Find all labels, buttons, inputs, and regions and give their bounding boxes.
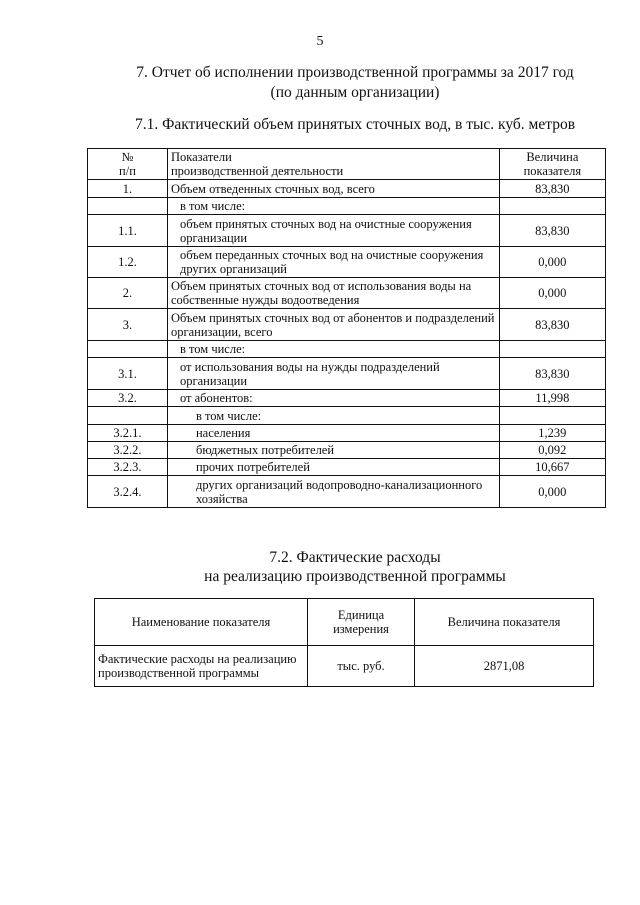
section-7-2-title bbox=[110, 548, 600, 586]
row-value: 2871,08 bbox=[415, 646, 594, 687]
row-name: Объем принятых сточных вод от использования воды на собственные нужды водоотведения bbox=[167, 278, 499, 309]
row-value: 83,830 bbox=[499, 180, 605, 198]
row-name: в том числе: bbox=[167, 407, 499, 425]
row-value: 0,000 bbox=[499, 247, 605, 278]
table-header-row bbox=[88, 149, 606, 180]
header-name-line2: производственной деятельности bbox=[170, 164, 344, 178]
row-name: населения bbox=[167, 425, 499, 442]
table-row bbox=[88, 476, 606, 508]
row-name: других организаций водопроводно-канализационного хозяйства bbox=[167, 476, 499, 508]
header-value-line2: показателя bbox=[523, 164, 582, 178]
table-row bbox=[88, 278, 606, 309]
header-num-line2: п/п bbox=[119, 164, 136, 178]
row-name: объем переданных сточных вод на очистные сооружения других организаций bbox=[167, 247, 499, 278]
row-name: в том числе: bbox=[167, 341, 499, 358]
row-num: 3.2.3. bbox=[88, 459, 168, 476]
row-num bbox=[88, 407, 168, 425]
row-name: прочих потребителей bbox=[167, 459, 499, 476]
row-value: 83,830 bbox=[499, 215, 605, 247]
row-name: бюджетных потребителей bbox=[167, 442, 499, 459]
row-name: в том числе: bbox=[167, 198, 499, 215]
header-unit bbox=[308, 599, 415, 646]
row-num: 1.2. bbox=[88, 247, 168, 278]
row-value: 83,830 bbox=[499, 358, 605, 390]
row-num bbox=[88, 341, 168, 358]
row-name: Фактические расходы на реализацию производственной программы bbox=[95, 646, 308, 687]
expenses-table bbox=[94, 598, 594, 687]
row-name: от использования воды на нужды подразделений организации bbox=[167, 358, 499, 390]
row-num bbox=[88, 198, 168, 215]
header-unit-line2: измерения bbox=[333, 622, 389, 636]
row-num: 3.2.2. bbox=[88, 442, 168, 459]
header-name bbox=[167, 149, 499, 180]
row-value bbox=[499, 341, 605, 358]
table-row bbox=[88, 341, 606, 358]
row-num: 3.2.4. bbox=[88, 476, 168, 508]
header-num-line1: № bbox=[121, 150, 134, 164]
table-row bbox=[95, 646, 594, 687]
row-num: 3.2.1. bbox=[88, 425, 168, 442]
row-num: 3. bbox=[88, 309, 168, 341]
section-7-2-title-line2: на реализацию производственной программы bbox=[204, 568, 506, 585]
header-value bbox=[499, 149, 605, 180]
section-7-title bbox=[110, 63, 600, 103]
header-num bbox=[88, 149, 168, 180]
row-name: Объем отведенных сточных вод, всего bbox=[167, 180, 499, 198]
table-row bbox=[88, 215, 606, 247]
row-value: 0,000 bbox=[499, 476, 605, 508]
header-name-line1: Показатели bbox=[170, 150, 232, 164]
section-7-title-line1: 7. Отчет об исполнении производственной программы за 2017 год bbox=[136, 64, 574, 81]
row-num: 2. bbox=[88, 278, 168, 309]
row-value: 0,092 bbox=[499, 442, 605, 459]
table-row bbox=[88, 309, 606, 341]
table-row bbox=[88, 425, 606, 442]
table-row bbox=[88, 247, 606, 278]
table-row bbox=[88, 442, 606, 459]
row-unit: тыс. руб. bbox=[308, 646, 415, 687]
row-name: Объем принятых сточных вод от абонентов и подразделений организации, всего bbox=[167, 309, 499, 341]
table-row bbox=[88, 459, 606, 476]
wastewater-volume-table bbox=[87, 148, 606, 508]
row-num: 3.1. bbox=[88, 358, 168, 390]
row-value: 83,830 bbox=[499, 309, 605, 341]
table-row bbox=[88, 390, 606, 407]
row-name: объем принятых сточных вод на очистные сооружения организации bbox=[167, 215, 499, 247]
row-num: 1. bbox=[88, 180, 168, 198]
table-row bbox=[88, 198, 606, 215]
header-value-line1: Величина bbox=[526, 150, 579, 164]
page-number: 5 bbox=[316, 34, 324, 49]
header-unit-line1: Единица bbox=[337, 608, 385, 622]
row-value: 10,667 bbox=[499, 459, 605, 476]
header-name: Наименование показателя bbox=[95, 599, 308, 646]
row-num: 1.1. bbox=[88, 215, 168, 247]
row-value: 1,239 bbox=[499, 425, 605, 442]
section-7-2-title-line1: 7.2. Фактические расходы bbox=[269, 549, 441, 566]
row-name: от абонентов: bbox=[167, 390, 499, 407]
table-row bbox=[88, 358, 606, 390]
section-7-1-title: 7.1. Фактический объем принятых сточных вод, в тыс. куб. метров bbox=[134, 116, 576, 133]
row-num: 3.2. bbox=[88, 390, 168, 407]
header-value: Величина показателя bbox=[415, 599, 594, 646]
table-row bbox=[88, 407, 606, 425]
section-7-title-line2: (по данным организации) bbox=[270, 84, 440, 101]
row-value: 11,998 bbox=[499, 390, 605, 407]
row-value: 0,000 bbox=[499, 278, 605, 309]
row-value bbox=[499, 198, 605, 215]
table-row bbox=[88, 180, 606, 198]
table-header-row bbox=[95, 599, 594, 646]
row-value bbox=[499, 407, 605, 425]
